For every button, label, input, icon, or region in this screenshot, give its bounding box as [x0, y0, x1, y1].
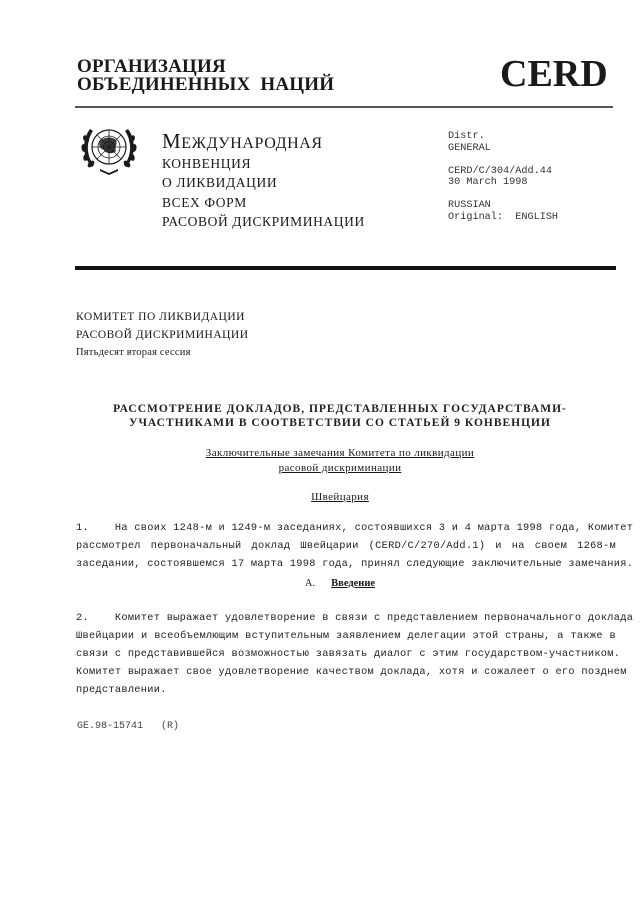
convention-name-line4: ВСЕХ ФОРМ	[162, 194, 247, 210]
committee-name-line2: РАСОВОЙ ДИСКРИМИНАЦИИ	[76, 328, 249, 341]
header-divider	[75, 106, 613, 108]
paragraph-line: рассмотрел первоначальный доклад Швейцарии (CERD/C/270/Add.1) и на своем 1268-м	[76, 540, 616, 552]
section-letter: A.	[304, 578, 316, 589]
distribution-value: GENERAL	[448, 142, 491, 154]
paragraph-line: Швейцарии и всеобъемлющим вступительным заявлением делегации этой страны, а также в	[76, 630, 616, 642]
paragraph-line: 1. На своих 1248-м и 1249-м заседаниях, состоявшихся 3 и 4 марта 1998 года, Комитет	[76, 522, 634, 534]
document-title-line1: РАССМОТРЕНИЕ ДОКЛАДОВ, ПРЕДСТАВЛЕННЫХ ГОСУДАРСТВАМИ-	[113, 403, 567, 415]
committee-name-line1: КОМИТЕТ ПО ЛИКВИДАЦИИ	[76, 311, 245, 323]
section-a-heading	[90, 578, 590, 589]
paragraph-line: представлении.	[76, 684, 167, 696]
document-subtitle	[90, 446, 590, 476]
paragraph-line: Комитет выражает свое удовлетворение качеством доклада, хотя и сожалеет о его позднем	[76, 666, 627, 678]
organization-name-line2: ОБЪЕДИНЕННЫХ НАЦИЙ	[77, 74, 335, 95]
original-language: Original: ENGLISH	[448, 211, 559, 223]
document-language: RUSSIAN	[448, 200, 491, 211]
section-title: Введение	[331, 578, 376, 589]
paragraph-2	[76, 609, 634, 699]
paragraph-line: связи с представившейся возможностью завязать диалог с этим государством-участником.	[76, 648, 621, 660]
country-name: Швейцария	[311, 491, 369, 503]
document-symbol: CERD/C/304/Add.44	[448, 165, 552, 177]
un-emblem-icon	[78, 117, 140, 179]
country-heading	[90, 491, 590, 503]
distr-label: Distr.	[448, 131, 485, 142]
paragraph-line: 2. Комитет выражает удовлетворение в связи с представлением первоначального доклада	[76, 612, 634, 624]
convention-name-initial: М	[162, 129, 182, 153]
document-subtitle-line1: Заключительные замечания Комитета по ликвидации	[205, 447, 475, 459]
convention-name-line5: РАСОВОЙ ДИСКРИМИНАЦИИ	[162, 214, 365, 229]
document-subtitle-line2: расовой дискриминации	[278, 462, 402, 474]
organization-name-line1: ОРГАНИЗАЦИЯ	[77, 56, 226, 77]
document-date: 30 March 1998	[448, 177, 528, 188]
header-bottom-rule	[75, 266, 616, 270]
document-title-line2: УЧАСТНИКАМИ В СООТВЕТСТВИИ СО СТАТЬЕЙ 9 КОНВЕНЦИИ	[129, 417, 551, 429]
committee-block	[76, 309, 249, 362]
convention-name-line2: КОНВЕНЦИЯ	[162, 155, 252, 171]
convention-name-line1: ЕЖДУНАРОДНАЯ	[181, 135, 323, 152]
document-title	[90, 402, 590, 430]
convention-name-line3: О ЛИКВИДАЦИИ	[162, 175, 278, 190]
document-metadata	[448, 131, 558, 223]
job-number: GE.98-15741 (R)	[77, 721, 180, 732]
paragraph-1	[76, 519, 634, 573]
paragraph-line: заседании, состоявшемся 17 марта 1998 года, принял следующие заключительные замечания.	[76, 558, 634, 570]
organization-name	[77, 58, 334, 94]
document-series-title: CERD	[500, 53, 608, 95]
convention-name	[162, 129, 365, 232]
session-label: Пятьдесят вторая сессия	[76, 347, 191, 358]
